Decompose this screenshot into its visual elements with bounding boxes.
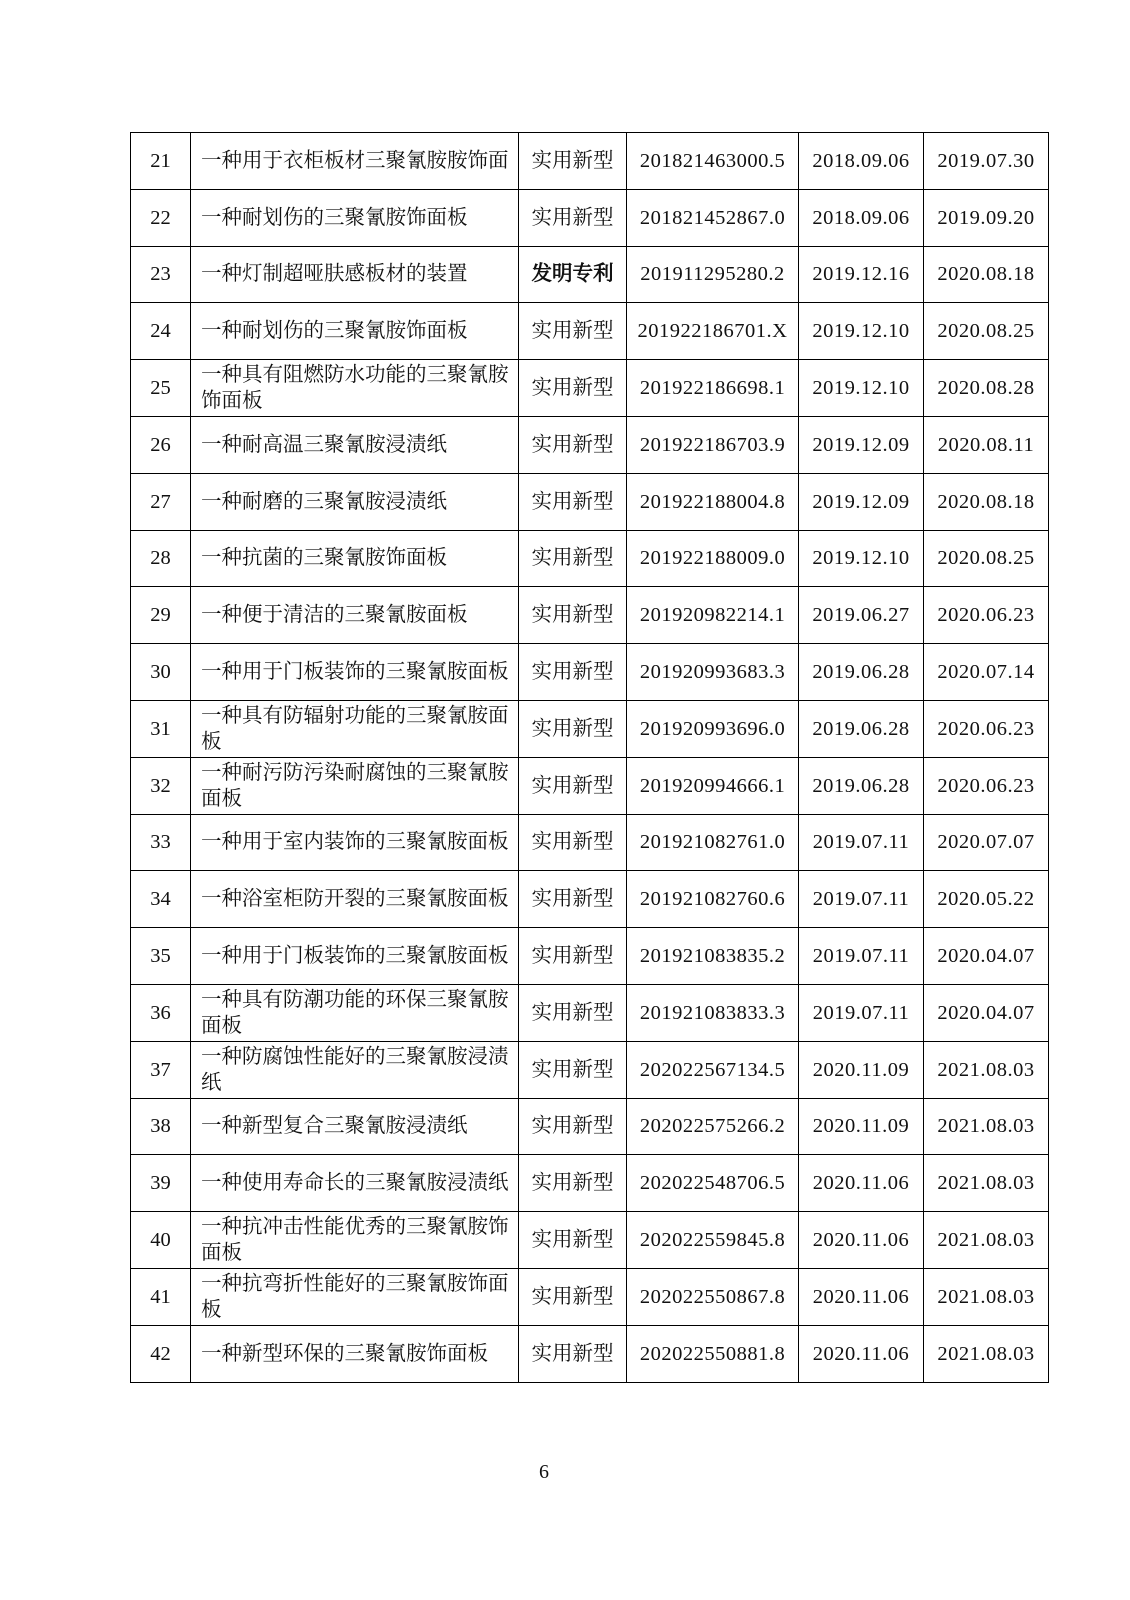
filing-date: 2019.12.10 xyxy=(799,530,924,587)
patent-title-cell xyxy=(191,757,519,814)
table-row xyxy=(131,1098,1049,1155)
patent-title: 一种抗冲击性能优秀的三聚氰胺饰面板 xyxy=(201,1216,509,1265)
grant-date: 2020.04.07 xyxy=(924,928,1049,985)
row-number: 23 xyxy=(131,246,191,303)
application-number: 201911295280.2 xyxy=(627,246,799,303)
patent-type: 实用新型 xyxy=(519,473,627,530)
patent-title-cell xyxy=(191,189,519,246)
patent-title: 一种抗弯折性能好的三聚氰胺饰面板 xyxy=(201,1272,509,1321)
table-row xyxy=(131,360,1049,417)
table-row xyxy=(131,473,1049,530)
table-row xyxy=(131,814,1049,871)
filing-date: 2019.06.28 xyxy=(799,644,924,701)
patent-title: 一种使用寿命长的三聚氰胺浸渍纸 xyxy=(201,1172,509,1195)
patent-title: 一种灯制超哑肤感板材的装置 xyxy=(201,263,468,286)
grant-date: 2019.09.20 xyxy=(924,189,1049,246)
table-row xyxy=(131,644,1049,701)
grant-date: 2020.07.07 xyxy=(924,814,1049,871)
application-number: 201922188004.8 xyxy=(627,473,799,530)
application-number: 202022575266.2 xyxy=(627,1098,799,1155)
table-row xyxy=(131,133,1049,190)
patent-title: 一种用于门板装饰的三聚氰胺面板 xyxy=(201,945,509,968)
patent-title-cell xyxy=(191,928,519,985)
grant-date: 2021.08.03 xyxy=(924,1268,1049,1325)
patent-title-cell xyxy=(191,1041,519,1098)
patent-type: 实用新型 xyxy=(519,1155,627,1212)
table-row xyxy=(131,587,1049,644)
row-number: 25 xyxy=(131,360,191,417)
patent-table xyxy=(130,132,1049,1383)
patent-title: 一种用于衣柜板材三聚氰胺胺饰面 xyxy=(201,149,509,172)
patent-title: 一种抗菌的三聚氰胺饰面板 xyxy=(201,547,447,570)
application-number: 201921082760.6 xyxy=(627,871,799,928)
patent-title: 一种耐划伤的三聚氰胺饰面板 xyxy=(201,206,468,229)
filing-date: 2020.11.09 xyxy=(799,1041,924,1098)
patent-type: 实用新型 xyxy=(519,1325,627,1382)
row-number: 34 xyxy=(131,871,191,928)
grant-date: 2020.08.11 xyxy=(924,416,1049,473)
application-number: 201821463000.5 xyxy=(627,133,799,190)
patent-type: 实用新型 xyxy=(519,1212,627,1269)
grant-date: 2019.07.30 xyxy=(924,133,1049,190)
filing-date: 2019.12.09 xyxy=(799,416,924,473)
patent-title-cell xyxy=(191,416,519,473)
row-number: 27 xyxy=(131,473,191,530)
filing-date: 2019.07.11 xyxy=(799,984,924,1041)
patent-title: 一种浴室柜防开裂的三聚氰胺面板 xyxy=(201,888,509,911)
patent-title-cell xyxy=(191,360,519,417)
patent-type: 实用新型 xyxy=(519,757,627,814)
filing-date: 2019.12.09 xyxy=(799,473,924,530)
grant-date: 2020.05.22 xyxy=(924,871,1049,928)
grant-date: 2020.08.25 xyxy=(924,530,1049,587)
grant-date: 2020.06.23 xyxy=(924,700,1049,757)
grant-date: 2021.08.03 xyxy=(924,1325,1049,1382)
patent-title: 一种防腐蚀性能好的三聚氰胺浸渍纸 xyxy=(201,1045,509,1094)
patent-title: 一种具有阻燃防水功能的三聚氰胺饰面板 xyxy=(201,364,509,413)
row-number: 22 xyxy=(131,189,191,246)
table-row xyxy=(131,1268,1049,1325)
patent-type: 实用新型 xyxy=(519,814,627,871)
patent-type: 实用新型 xyxy=(519,360,627,417)
row-number: 41 xyxy=(131,1268,191,1325)
filing-date: 2019.07.11 xyxy=(799,871,924,928)
application-number: 201920994666.1 xyxy=(627,757,799,814)
row-number: 33 xyxy=(131,814,191,871)
patent-title: 一种耐污防污染耐腐蚀的三聚氰胺面板 xyxy=(201,761,509,810)
patent-title-cell xyxy=(191,1098,519,1155)
patent-title: 一种具有防潮功能的环保三聚氰胺面板 xyxy=(201,988,509,1037)
table-row xyxy=(131,871,1049,928)
row-number: 21 xyxy=(131,133,191,190)
patent-title-cell xyxy=(191,530,519,587)
grant-date: 2021.08.03 xyxy=(924,1041,1049,1098)
patent-type: 实用新型 xyxy=(519,984,627,1041)
grant-date: 2020.08.28 xyxy=(924,360,1049,417)
grant-date: 2020.07.14 xyxy=(924,644,1049,701)
table-row xyxy=(131,757,1049,814)
patent-title: 一种新型复合三聚氰胺浸渍纸 xyxy=(201,1115,468,1138)
grant-date: 2020.08.18 xyxy=(924,473,1049,530)
filing-date: 2020.11.06 xyxy=(799,1325,924,1382)
filing-date: 2018.09.06 xyxy=(799,133,924,190)
table-row xyxy=(131,1041,1049,1098)
patent-type: 实用新型 xyxy=(519,1268,627,1325)
application-number: 201821452867.0 xyxy=(627,189,799,246)
patent-title: 一种新型环保的三聚氰胺饰面板 xyxy=(201,1342,488,1365)
patent-title-cell xyxy=(191,814,519,871)
application-number: 202022559845.8 xyxy=(627,1212,799,1269)
filing-date: 2019.07.11 xyxy=(799,928,924,985)
filing-date: 2020.11.09 xyxy=(799,1098,924,1155)
application-number: 201920993696.0 xyxy=(627,700,799,757)
patent-title-cell xyxy=(191,700,519,757)
application-number: 202022567134.5 xyxy=(627,1041,799,1098)
grant-date: 2020.08.25 xyxy=(924,303,1049,360)
application-number: 202022548706.5 xyxy=(627,1155,799,1212)
patent-title-cell xyxy=(191,644,519,701)
patent-title-cell xyxy=(191,587,519,644)
row-number: 42 xyxy=(131,1325,191,1382)
application-number: 202022550867.8 xyxy=(627,1268,799,1325)
patent-type: 实用新型 xyxy=(519,928,627,985)
row-number: 26 xyxy=(131,416,191,473)
patent-type: 发明专利 xyxy=(519,246,627,303)
row-number: 24 xyxy=(131,303,191,360)
filing-date: 2020.11.06 xyxy=(799,1155,924,1212)
patent-type: 实用新型 xyxy=(519,1041,627,1098)
application-number: 201922186701.X xyxy=(627,303,799,360)
row-number: 28 xyxy=(131,530,191,587)
filing-date: 2020.11.06 xyxy=(799,1268,924,1325)
table-row xyxy=(131,1155,1049,1212)
grant-date: 2020.06.23 xyxy=(924,757,1049,814)
application-number: 201922186703.9 xyxy=(627,416,799,473)
application-number: 201921083835.2 xyxy=(627,928,799,985)
table-row xyxy=(131,530,1049,587)
filing-date: 2019.06.28 xyxy=(799,757,924,814)
table-row xyxy=(131,246,1049,303)
patent-title-cell xyxy=(191,984,519,1041)
patent-title-cell xyxy=(191,1155,519,1212)
patent-type: 实用新型 xyxy=(519,644,627,701)
table-row xyxy=(131,1325,1049,1382)
grant-date: 2020.06.23 xyxy=(924,587,1049,644)
table-row xyxy=(131,700,1049,757)
row-number: 30 xyxy=(131,644,191,701)
row-number: 38 xyxy=(131,1098,191,1155)
grant-date: 2020.04.07 xyxy=(924,984,1049,1041)
grant-date: 2021.08.03 xyxy=(924,1155,1049,1212)
patent-title-cell xyxy=(191,1325,519,1382)
patent-type: 实用新型 xyxy=(519,700,627,757)
application-number: 201921082761.0 xyxy=(627,814,799,871)
filing-date: 2019.12.10 xyxy=(799,360,924,417)
table-row xyxy=(131,1212,1049,1269)
patent-title-cell xyxy=(191,303,519,360)
row-number: 35 xyxy=(131,928,191,985)
table-row xyxy=(131,303,1049,360)
application-number: 201922188009.0 xyxy=(627,530,799,587)
patent-type: 实用新型 xyxy=(519,133,627,190)
application-number: 201921083833.3 xyxy=(627,984,799,1041)
filing-date: 2019.07.11 xyxy=(799,814,924,871)
filing-date: 2019.12.10 xyxy=(799,303,924,360)
application-number: 201922186698.1 xyxy=(627,360,799,417)
patent-type: 实用新型 xyxy=(519,189,627,246)
filing-date: 2019.12.16 xyxy=(799,246,924,303)
patent-title-cell xyxy=(191,871,519,928)
patent-type: 实用新型 xyxy=(519,303,627,360)
row-number: 29 xyxy=(131,587,191,644)
filing-date: 2019.06.28 xyxy=(799,700,924,757)
application-number: 201920982214.1 xyxy=(627,587,799,644)
patent-title: 一种便于清洁的三聚氰胺面板 xyxy=(201,604,468,627)
patent-type: 实用新型 xyxy=(519,530,627,587)
table-row xyxy=(131,984,1049,1041)
row-number: 31 xyxy=(131,700,191,757)
row-number: 32 xyxy=(131,757,191,814)
application-number: 201920993683.3 xyxy=(627,644,799,701)
filing-date: 2019.06.27 xyxy=(799,587,924,644)
row-number: 37 xyxy=(131,1041,191,1098)
table-row xyxy=(131,928,1049,985)
patent-title: 一种耐磨的三聚氰胺浸渍纸 xyxy=(201,490,447,513)
patent-title: 一种耐划伤的三聚氰胺饰面板 xyxy=(201,320,468,343)
row-number: 39 xyxy=(131,1155,191,1212)
application-number: 202022550881.8 xyxy=(627,1325,799,1382)
row-number: 36 xyxy=(131,984,191,1041)
grant-date: 2021.08.03 xyxy=(924,1212,1049,1269)
grant-date: 2021.08.03 xyxy=(924,1098,1049,1155)
patent-type: 实用新型 xyxy=(519,587,627,644)
patent-title-cell xyxy=(191,1268,519,1325)
patent-title: 一种用于门板装饰的三聚氰胺面板 xyxy=(201,661,509,684)
row-number: 40 xyxy=(131,1212,191,1269)
patent-title-cell xyxy=(191,1212,519,1269)
patent-title: 一种具有防辐射功能的三聚氰胺面板 xyxy=(201,704,509,753)
table-row xyxy=(131,416,1049,473)
patent-type: 实用新型 xyxy=(519,871,627,928)
patent-type: 实用新型 xyxy=(519,416,627,473)
patent-title-cell xyxy=(191,133,519,190)
patent-title-cell xyxy=(191,246,519,303)
patent-title: 一种耐高温三聚氰胺浸渍纸 xyxy=(201,433,447,456)
patent-title-cell xyxy=(191,473,519,530)
filing-date: 2020.11.06 xyxy=(799,1212,924,1269)
filing-date: 2018.09.06 xyxy=(799,189,924,246)
grant-date: 2020.08.18 xyxy=(924,246,1049,303)
table-row xyxy=(131,189,1049,246)
patent-title: 一种用于室内装饰的三聚氰胺面板 xyxy=(201,831,509,854)
patent-type: 实用新型 xyxy=(519,1098,627,1155)
page-number: 6 xyxy=(539,1461,549,1483)
